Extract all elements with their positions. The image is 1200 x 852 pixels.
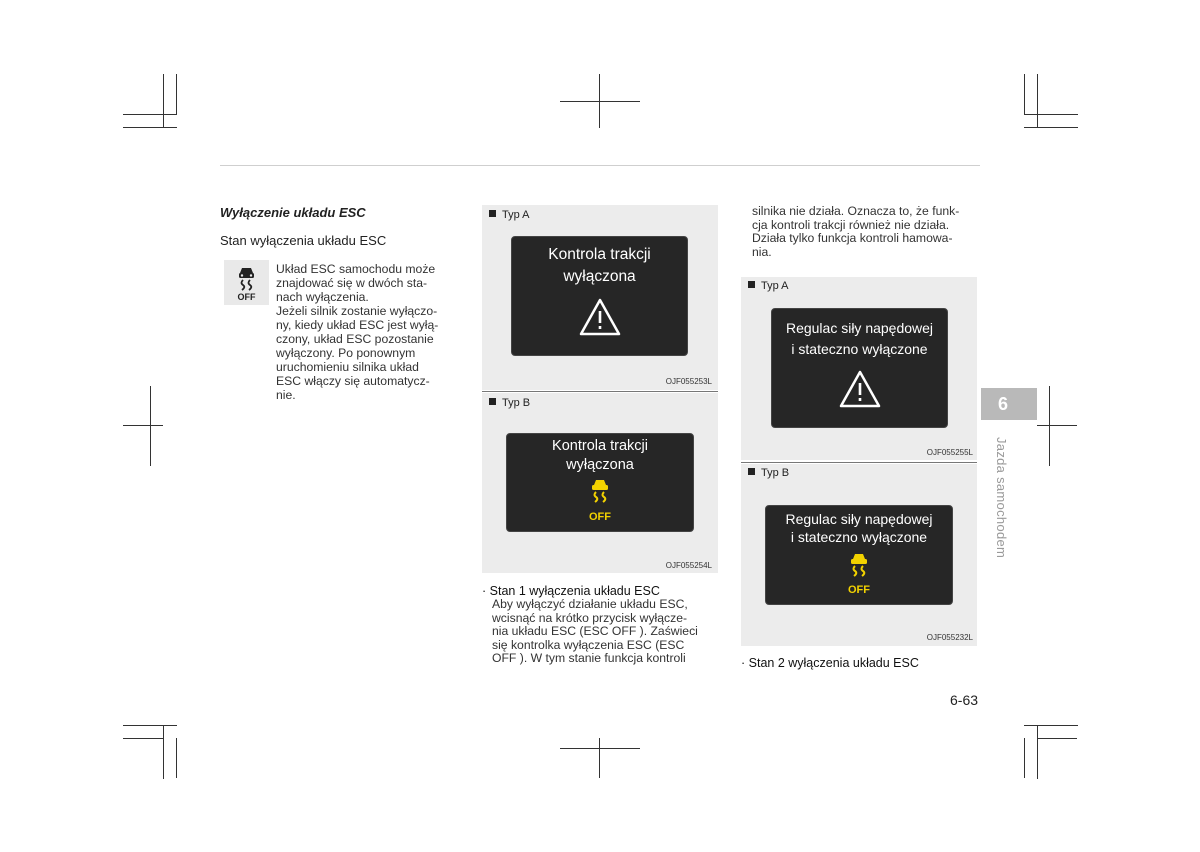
display-line-2: i stateczno wyłączone bbox=[791, 341, 928, 357]
cluster-display bbox=[506, 433, 694, 532]
display-line-1: Kontrola trakcji bbox=[548, 246, 651, 263]
section-subtitle: Stan wyłączenia układu ESC bbox=[220, 233, 387, 248]
figure-typ-a-stability bbox=[741, 277, 977, 460]
esc-off-indicator bbox=[224, 260, 269, 305]
figure-code: OJF055232L bbox=[926, 633, 973, 642]
warning-triangle-icon bbox=[838, 369, 882, 409]
display-line-1: Kontrola trakcji bbox=[552, 438, 648, 454]
chapter-title: Jazda samochodem bbox=[994, 437, 1009, 559]
figure-label: Typ B bbox=[489, 397, 530, 409]
intro-paragraph: Układ ESC samochodu może znajdować się w dwóch sta- nach wyłączenia. Jeżeli silnik zostanie wyłączo- ny, kiedy układ ESC jest wyłą- czony, układ ESC pozostanie wyłączony. Po ponownym uruchomieniu silnika układ ESC włączy się automatycz- nie. bbox=[276, 262, 439, 402]
figure-label: Typ A bbox=[489, 209, 530, 221]
figure-code: OJF055254L bbox=[665, 561, 712, 570]
off-label: OFF bbox=[848, 584, 870, 596]
display-line-2: wyłączona bbox=[566, 457, 634, 473]
figure-typ-b-stability bbox=[741, 464, 977, 646]
chapter-tab bbox=[981, 388, 1037, 420]
state2-title: · Stan 2 wyłączenia układu ESC bbox=[741, 656, 919, 670]
display-line-2: i stateczno wyłączone bbox=[790, 529, 928, 545]
off-label: OFF bbox=[589, 511, 611, 523]
cluster-display bbox=[511, 236, 688, 356]
figure-label: Typ A bbox=[748, 280, 789, 292]
cluster-display bbox=[765, 505, 953, 605]
warning-triangle-icon bbox=[578, 297, 622, 337]
header-rule bbox=[220, 165, 980, 166]
figure-typ-a-traction bbox=[482, 205, 718, 390]
continuation-paragraph: silnika nie działa. Oznacza to, że funk- cja kontroli trakcji również nie działa. Działa tylko funkcja kontroli hamowa- nia. bbox=[752, 204, 960, 259]
state1-title: · Stan 1 wyłączenia układu ESC bbox=[482, 584, 660, 598]
figure-divider bbox=[741, 462, 977, 463]
cluster-display bbox=[771, 308, 948, 428]
esc-off-label: OFF bbox=[237, 292, 256, 302]
display-line-1: Regulac siły napędowej bbox=[785, 320, 934, 336]
figure-divider bbox=[482, 391, 718, 392]
state1-paragraph: Aby wyłączyć działanie układu ESC, wcisnąć na krótko przycisk wyłącze- nia układu ESC (ESC OFF ). Zaświeci się kontrolka wyłączenia ESC (ESC OFF ). W tym stanie funkcja kontroli bbox=[492, 597, 698, 665]
figure-typ-b-traction bbox=[482, 393, 718, 573]
esc-off-yellow-icon bbox=[586, 478, 614, 506]
display-line-2: wyłączona bbox=[563, 268, 636, 285]
figure-label: Typ B bbox=[748, 467, 789, 479]
figure-code: OJF055253L bbox=[665, 377, 712, 386]
esc-off-yellow-icon bbox=[845, 552, 873, 580]
figure-code: OJF055255L bbox=[926, 448, 973, 457]
section-title: Wyłączenie układu ESC bbox=[220, 205, 366, 220]
page-number: 6-63 bbox=[950, 692, 979, 708]
chapter-number: 6 bbox=[998, 394, 1009, 414]
display-line-1: Regulac siły napędowej bbox=[785, 511, 933, 527]
